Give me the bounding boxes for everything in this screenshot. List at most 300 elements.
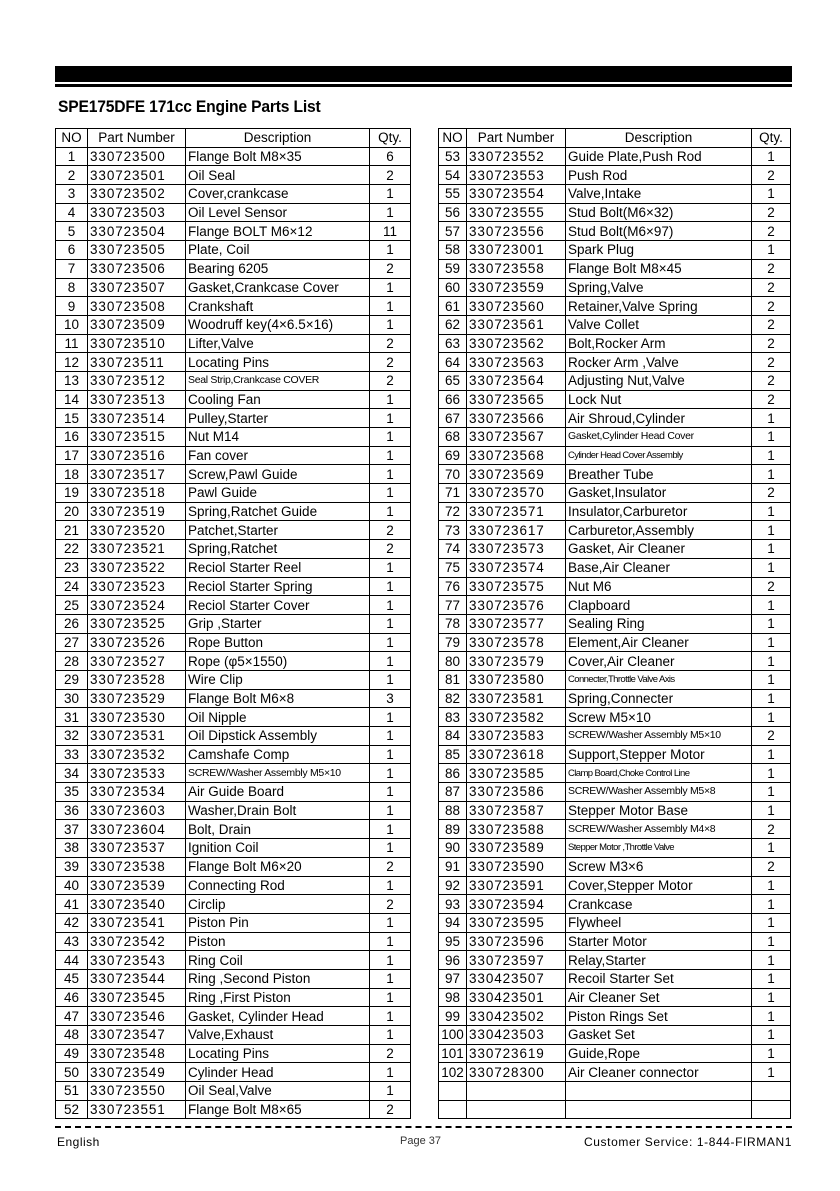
cell-no: 41 <box>56 895 88 914</box>
table-row <box>439 409 791 428</box>
cell-description: Reciol Starter Reel <box>186 558 370 577</box>
cell-part-number: 330723550 <box>88 1082 186 1101</box>
cell-no: 48 <box>56 1026 88 1045</box>
cell-part-number: 330723519 <box>88 502 186 521</box>
cell-no: 62 <box>439 315 467 334</box>
table-row <box>439 371 791 390</box>
cell-description: Oil Seal,Valve <box>186 1082 370 1101</box>
table-row <box>56 465 411 484</box>
cell-qty: 2 <box>370 353 411 372</box>
cell-description: Flange Bolt M6×20 <box>186 857 370 876</box>
table-row <box>56 839 411 858</box>
cell-description: Oil Dipstick Assembly <box>186 727 370 746</box>
cell-description <box>566 1100 752 1119</box>
cell-part-number: 330723617 <box>467 521 566 540</box>
cell-description: SCREW/Washer Assembly M5×10 <box>566 727 752 746</box>
cell-qty: 11 <box>370 222 411 241</box>
cell-description: Retainer,Valve Spring <box>566 297 752 316</box>
cell-qty: 1 <box>370 745 411 764</box>
cell-no: 35 <box>56 783 88 802</box>
cell-description: Wire Clip <box>186 670 370 689</box>
cell-no: 47 <box>56 1007 88 1026</box>
cell-qty: 1 <box>370 203 411 222</box>
cell-no: 80 <box>439 652 467 671</box>
cell-qty: 1 <box>752 1044 791 1063</box>
cell-no: 16 <box>56 428 88 447</box>
cell-qty: 1 <box>370 278 411 297</box>
cell-description: Connecter,Throttle Valve Axis <box>566 670 752 689</box>
cell-no: 63 <box>439 334 467 353</box>
cell-description: Nut M6 <box>566 577 752 596</box>
table-row <box>439 222 791 241</box>
cell-qty: 1 <box>752 465 791 484</box>
cell-no: 77 <box>439 596 467 615</box>
table-row <box>56 783 411 802</box>
cell-description: Relay,Starter <box>566 951 752 970</box>
cell-part-number: 330723509 <box>88 315 186 334</box>
cell-part-number: 330723556 <box>467 222 566 241</box>
cell-description: Reciol Starter Cover <box>186 596 370 615</box>
cell-qty: 1 <box>370 484 411 503</box>
table-row <box>56 390 411 409</box>
table-row <box>56 1044 411 1063</box>
cell-no: 78 <box>439 614 467 633</box>
cell-qty: 1 <box>752 876 791 895</box>
table-row <box>56 895 411 914</box>
table-row <box>56 951 411 970</box>
cell-part-number: 330723554 <box>467 185 566 204</box>
table-row <box>56 689 411 708</box>
cell-qty: 1 <box>752 428 791 447</box>
cell-description: Locating Pins <box>186 1044 370 1063</box>
table-row <box>439 932 791 951</box>
cell-qty: 2 <box>752 727 791 746</box>
cell-qty: 1 <box>370 839 411 858</box>
cell-part-number: 330723558 <box>467 259 566 278</box>
table-row <box>439 297 791 316</box>
cell-no: 88 <box>439 801 467 820</box>
cell-no: 67 <box>439 409 467 428</box>
cell-no: 69 <box>439 446 467 465</box>
cell-no: 44 <box>56 951 88 970</box>
cell-description: Stepper Motor ,Throttle Valve <box>566 839 752 858</box>
cell-description: Gasket, Air Cleaner <box>566 540 752 559</box>
cell-part-number: 330723551 <box>88 1100 186 1119</box>
cell-qty: 1 <box>752 708 791 727</box>
cell-description: Gasket, Cylinder Head <box>186 1007 370 1026</box>
cell-part-number: 330723571 <box>467 502 566 521</box>
cell-no: 101 <box>439 1044 467 1063</box>
cell-description: Starter Motor <box>566 932 752 951</box>
cell-description: Piston Pin <box>186 913 370 932</box>
cell-description: Rope (φ5×1550) <box>186 652 370 671</box>
cell-part-number: 330723591 <box>467 876 566 895</box>
cell-qty: 1 <box>370 783 411 802</box>
cell-part-number: 330723513 <box>88 390 186 409</box>
cell-qty: 2 <box>370 334 411 353</box>
cell-description: Patchet,Starter <box>186 521 370 540</box>
page-title: SPE175DFE 171cc Engine Parts List <box>58 97 321 116</box>
table-row <box>56 727 411 746</box>
table-row <box>56 540 411 559</box>
cell-description: Stepper Motor Base <box>566 801 752 820</box>
table-row <box>439 913 791 932</box>
cell-no: 61 <box>439 297 467 316</box>
cell-part-number: 330723587 <box>467 801 566 820</box>
header-description: Description <box>186 129 370 148</box>
cell-description: Sealing Ring <box>566 614 752 633</box>
cell-no: 95 <box>439 932 467 951</box>
cell-description: Gasket,Cylinder Head Cover <box>566 428 752 447</box>
cell-no: 76 <box>439 577 467 596</box>
cell-qty: 1 <box>752 913 791 932</box>
cell-part-number: 330723573 <box>467 540 566 559</box>
cell-part-number: 330723549 <box>88 1063 186 1082</box>
table-row <box>439 876 791 895</box>
cell-qty: 1 <box>752 596 791 615</box>
cell-part-number: 330723580 <box>467 670 566 689</box>
cell-part-number: 330723524 <box>88 596 186 615</box>
cell-qty: 1 <box>752 764 791 783</box>
table-row <box>439 428 791 447</box>
cell-qty: 1 <box>752 446 791 465</box>
cell-qty: 1 <box>370 969 411 988</box>
table-row <box>56 652 411 671</box>
cell-description: Carburetor,Assembly <box>566 521 752 540</box>
table-row <box>439 689 791 708</box>
cell-description: Nut M14 <box>186 428 370 447</box>
footer-divider <box>55 1126 792 1128</box>
cell-part-number: 330723568 <box>467 446 566 465</box>
cell-part-number: 330723567 <box>467 428 566 447</box>
table-row <box>439 484 791 503</box>
table-row <box>56 428 411 447</box>
cell-part-number: 330723596 <box>467 932 566 951</box>
cell-qty: 1 <box>370 876 411 895</box>
cell-qty: 1 <box>370 614 411 633</box>
table-row <box>56 1026 411 1045</box>
cell-no: 23 <box>56 558 88 577</box>
table-row <box>439 614 791 633</box>
cell-no: 26 <box>56 614 88 633</box>
cell-no: 8 <box>56 278 88 297</box>
cell-description: Lifter,Valve <box>186 334 370 353</box>
cell-no: 102 <box>439 1063 467 1082</box>
cell-part-number: 330723543 <box>88 951 186 970</box>
cell-description: SCREW/Washer Assembly M5×8 <box>566 783 752 802</box>
cell-part-number: 330723530 <box>88 708 186 727</box>
cell-qty: 1 <box>752 932 791 951</box>
cell-no: 46 <box>56 988 88 1007</box>
cell-no: 66 <box>439 390 467 409</box>
cell-part-number: 330723588 <box>467 820 566 839</box>
cell-part-number: 330723518 <box>88 484 186 503</box>
cell-no: 84 <box>439 727 467 746</box>
cell-part-number: 330723531 <box>88 727 186 746</box>
table-row <box>56 596 411 615</box>
cell-description: Guide,Rope <box>566 1044 752 1063</box>
cell-part-number: 330723560 <box>467 297 566 316</box>
cell-no: 38 <box>56 839 88 858</box>
cell-part-number: 330723604 <box>88 820 186 839</box>
cell-no: 52 <box>56 1100 88 1119</box>
cell-no: 90 <box>439 839 467 858</box>
table-row <box>56 185 411 204</box>
table-row <box>439 633 791 652</box>
table-row <box>56 633 411 652</box>
cell-no: 13 <box>56 371 88 390</box>
cell-description: Spring,Connecter <box>566 689 752 708</box>
cell-part-number: 330723552 <box>467 147 566 166</box>
cell-qty: 1 <box>752 521 791 540</box>
cell-no: 2 <box>56 166 88 185</box>
cell-qty: 2 <box>752 203 791 222</box>
cell-description: Stud Bolt(M6×32) <box>566 203 752 222</box>
table-row <box>439 166 791 185</box>
cell-qty: 2 <box>752 278 791 297</box>
cell-description <box>566 1082 752 1101</box>
cell-qty: 6 <box>370 147 411 166</box>
table-row <box>56 801 411 820</box>
cell-no: 68 <box>439 428 467 447</box>
cell-description: Piston Rings Set <box>566 1007 752 1026</box>
cell-qty: 2 <box>370 166 411 185</box>
table-row <box>439 185 791 204</box>
cell-description: Ring ,First Piston <box>186 988 370 1007</box>
header-no: NO <box>439 129 467 148</box>
table-row <box>56 371 411 390</box>
cell-description: Bolt, Drain <box>186 820 370 839</box>
cell-qty: 1 <box>370 297 411 316</box>
cell-description: Valve Collet <box>566 315 752 334</box>
cell-part-number: 330723547 <box>88 1026 186 1045</box>
cell-qty: 2 <box>370 895 411 914</box>
table-row <box>439 521 791 540</box>
cell-qty: 1 <box>370 390 411 409</box>
cell-no: 17 <box>56 446 88 465</box>
cell-qty: 1 <box>370 409 411 428</box>
cell-part-number: 330723501 <box>88 166 186 185</box>
cell-part-number: 330723618 <box>467 745 566 764</box>
cell-no: 93 <box>439 895 467 914</box>
cell-no: 32 <box>56 727 88 746</box>
cell-qty: 1 <box>370 502 411 521</box>
cell-description: Rope Button <box>186 633 370 652</box>
cell-no: 11 <box>56 334 88 353</box>
cell-part-number: 330723597 <box>467 951 566 970</box>
cell-part-number: 330723566 <box>467 409 566 428</box>
cell-qty: 2 <box>370 1100 411 1119</box>
table-row <box>439 1044 791 1063</box>
cell-description: Air Cleaner connector <box>566 1063 752 1082</box>
cell-description: Lock Nut <box>566 390 752 409</box>
cell-qty: 1 <box>752 185 791 204</box>
cell-description: Clapboard <box>566 596 752 615</box>
table-row <box>439 801 791 820</box>
cell-no: 39 <box>56 857 88 876</box>
cell-no: 58 <box>439 241 467 260</box>
cell-part-number: 330723527 <box>88 652 186 671</box>
cell-part-number: 330723528 <box>88 670 186 689</box>
cell-no: 70 <box>439 465 467 484</box>
cell-no: 7 <box>56 259 88 278</box>
cell-qty: 1 <box>370 465 411 484</box>
table-row <box>439 783 791 802</box>
table-row <box>439 727 791 746</box>
cell-part-number: 330723576 <box>467 596 566 615</box>
cell-description: Flange BOLT M6×12 <box>186 222 370 241</box>
cell-part-number: 330723526 <box>88 633 186 652</box>
cell-part-number: 330723590 <box>467 857 566 876</box>
cell-qty: 2 <box>370 521 411 540</box>
table-row <box>56 409 411 428</box>
cell-no <box>439 1100 467 1119</box>
cell-part-number: 330723516 <box>88 446 186 465</box>
cell-qty: 2 <box>370 540 411 559</box>
table-row <box>439 446 791 465</box>
table-row <box>56 166 411 185</box>
cell-no: 85 <box>439 745 467 764</box>
table-row <box>439 596 791 615</box>
table-row <box>439 1082 791 1101</box>
table-row <box>56 913 411 932</box>
cell-description: Breather Tube <box>566 465 752 484</box>
cell-qty: 2 <box>752 484 791 503</box>
cell-qty: 1 <box>370 428 411 447</box>
header-no: NO <box>56 129 88 148</box>
cell-description: Flange Bolt M8×45 <box>566 259 752 278</box>
cell-no: 3 <box>56 185 88 204</box>
cell-qty: 1 <box>370 1007 411 1026</box>
cell-description: Cylinder Head Cover Assembly <box>566 446 752 465</box>
table-row <box>56 969 411 988</box>
cell-part-number: 330723564 <box>467 371 566 390</box>
table-row <box>56 558 411 577</box>
cell-part-number: 330723619 <box>467 1044 566 1063</box>
table-row <box>56 820 411 839</box>
cell-description: Air Shroud,Cylinder <box>566 409 752 428</box>
table-row <box>56 297 411 316</box>
cell-no: 12 <box>56 353 88 372</box>
table-row <box>56 988 411 1007</box>
cell-description: Base,Air Cleaner <box>566 558 752 577</box>
cell-qty: 2 <box>752 577 791 596</box>
cell-no: 45 <box>56 969 88 988</box>
header-description: Description <box>566 129 752 148</box>
cell-part-number: 330723579 <box>467 652 566 671</box>
cell-no: 14 <box>56 390 88 409</box>
cell-part-number: 330723522 <box>88 558 186 577</box>
cell-no: 100 <box>439 1026 467 1045</box>
cell-description: Flange Bolt M6×8 <box>186 689 370 708</box>
cell-qty: 2 <box>370 1044 411 1063</box>
cell-no: 91 <box>439 857 467 876</box>
cell-part-number: 330723529 <box>88 689 186 708</box>
cell-qty: 1 <box>752 689 791 708</box>
cell-qty: 1 <box>752 801 791 820</box>
cell-qty: 1 <box>752 652 791 671</box>
table-row <box>56 670 411 689</box>
cell-qty: 1 <box>370 596 411 615</box>
cell-description: Valve,Intake <box>566 185 752 204</box>
cell-description: Screw M5×10 <box>566 708 752 727</box>
table-row <box>56 577 411 596</box>
table-row <box>56 745 411 764</box>
table-row <box>56 484 411 503</box>
cell-description: Air Guide Board <box>186 783 370 802</box>
cell-description: Screw,Pawl Guide <box>186 465 370 484</box>
cell-description: Guide Plate,Push Rod <box>566 147 752 166</box>
cell-part-number: 330723515 <box>88 428 186 447</box>
cell-no: 81 <box>439 670 467 689</box>
cell-part-number: 330723541 <box>88 913 186 932</box>
cell-description: Clamp Board,Choke Control Line <box>566 764 752 783</box>
cell-part-number: 330723521 <box>88 540 186 559</box>
table-row <box>439 278 791 297</box>
table-row <box>56 241 411 260</box>
table-row <box>439 1007 791 1026</box>
cell-part-number: 330723512 <box>88 371 186 390</box>
table-row <box>56 315 411 334</box>
cell-no: 82 <box>439 689 467 708</box>
cell-part-number: 330723533 <box>88 764 186 783</box>
cell-qty <box>752 1100 791 1119</box>
cell-qty: 1 <box>370 315 411 334</box>
cell-description: Locating Pins <box>186 353 370 372</box>
cell-qty: 1 <box>752 895 791 914</box>
footer-page-number: Page 37 <box>400 1135 441 1147</box>
cell-qty: 2 <box>370 371 411 390</box>
cell-no: 97 <box>439 969 467 988</box>
cell-no: 57 <box>439 222 467 241</box>
cell-qty: 1 <box>370 558 411 577</box>
cell-part-number: 330723517 <box>88 465 186 484</box>
cell-qty: 2 <box>752 315 791 334</box>
parts-table-right <box>438 128 791 1119</box>
table-row <box>439 540 791 559</box>
table-row <box>56 446 411 465</box>
cell-no: 28 <box>56 652 88 671</box>
cell-no: 24 <box>56 577 88 596</box>
cell-description: Recoil Starter Set <box>566 969 752 988</box>
cell-part-number: 330723500 <box>88 147 186 166</box>
cell-description: Ring Coil <box>186 951 370 970</box>
cell-no: 99 <box>439 1007 467 1026</box>
table-row <box>56 708 411 727</box>
cell-no: 18 <box>56 465 88 484</box>
cell-qty: 1 <box>752 558 791 577</box>
cell-description: Screw M3×6 <box>566 857 752 876</box>
cell-no: 94 <box>439 913 467 932</box>
table-row <box>439 951 791 970</box>
cell-part-number: 330723589 <box>467 839 566 858</box>
cell-part-number: 330723538 <box>88 857 186 876</box>
cell-no: 1 <box>56 147 88 166</box>
cell-no: 30 <box>56 689 88 708</box>
cell-no: 56 <box>439 203 467 222</box>
cell-qty: 1 <box>752 409 791 428</box>
table-row <box>56 203 411 222</box>
cell-no: 75 <box>439 558 467 577</box>
cell-no: 4 <box>56 203 88 222</box>
cell-description: Gasket,Insulator <box>566 484 752 503</box>
cell-qty: 1 <box>370 1026 411 1045</box>
cell-no: 19 <box>56 484 88 503</box>
cell-part-number: 330723603 <box>88 801 186 820</box>
cell-qty: 1 <box>752 540 791 559</box>
cell-no: 5 <box>56 222 88 241</box>
cell-part-number: 330723595 <box>467 913 566 932</box>
